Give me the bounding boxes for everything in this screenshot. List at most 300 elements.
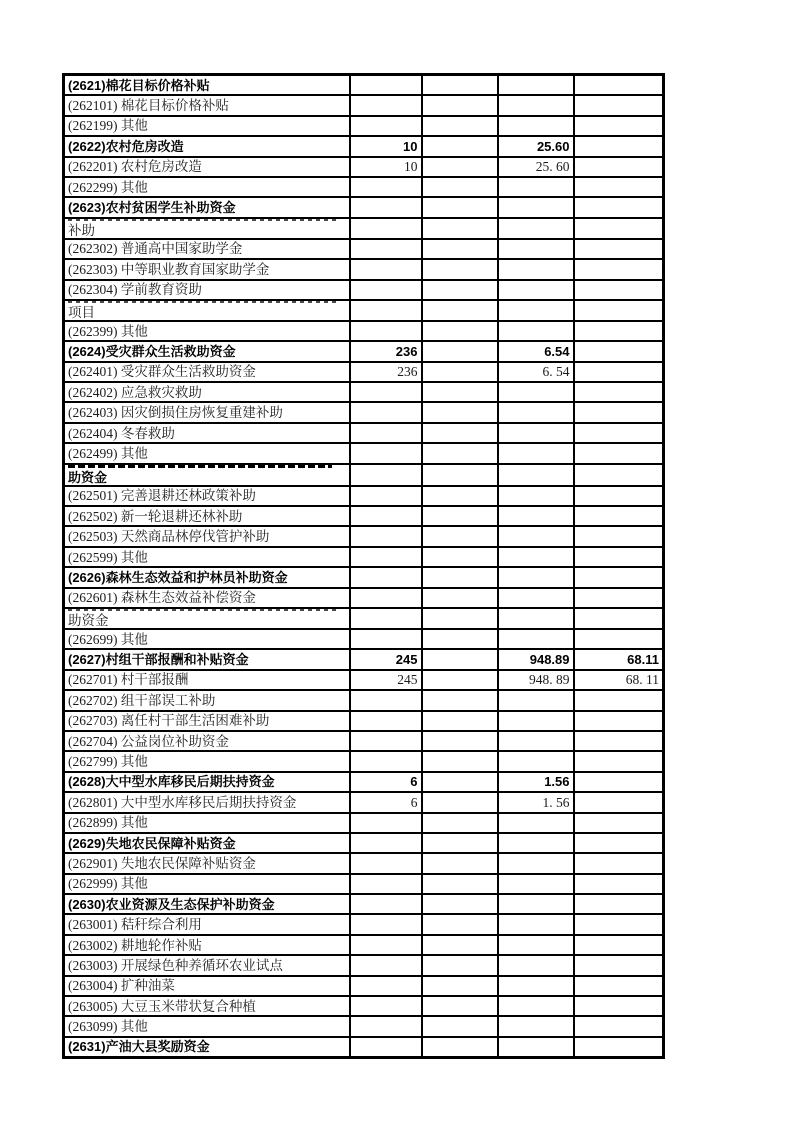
item-cell (64, 751, 350, 771)
value-cell-4 (574, 711, 664, 731)
table-row (64, 976, 664, 996)
value-cell-2 (422, 567, 498, 587)
item-label: (262499) 其他 (68, 445, 148, 461)
value-cell-3 (498, 914, 574, 934)
value-cell-3 (498, 833, 574, 853)
value-cell-1 (350, 506, 422, 526)
value-cell-1 (350, 321, 422, 341)
item-label: (2624)受灾群众生活救助资金 (68, 343, 236, 359)
item-label: 助资金 (68, 469, 108, 485)
value-cell-1 (350, 813, 422, 833)
item-cell (64, 772, 350, 792)
value-cell-4 (574, 874, 664, 894)
value-cell-2 (422, 526, 498, 546)
item-label: (262302) 普通高中国家助学金 (68, 241, 243, 257)
item-label: (263003) 开展绿色种养循环农业试点 (68, 957, 283, 973)
table-row (64, 116, 664, 136)
value-cell-4 (574, 321, 664, 341)
item-cell (64, 813, 350, 833)
value-cell-4 (574, 382, 664, 402)
value-cell-2 (422, 935, 498, 955)
item-cell (64, 506, 350, 526)
value-cell-2 (422, 157, 498, 177)
table-row (64, 423, 664, 443)
item-label: (262801) 大中型水库移民后期扶持资金 (68, 794, 297, 810)
table-row (64, 136, 664, 156)
value-cell-3 (498, 588, 574, 608)
item-label: (262703) 离任村干部生活困难补助 (68, 713, 270, 729)
value-cell-1: 6 (350, 792, 422, 812)
item-label: (2621)棉花目标价格补贴 (68, 77, 210, 93)
item-cell (64, 177, 350, 197)
table-row (64, 197, 664, 217)
value-cell-4 (574, 567, 664, 587)
value-cell-1: 10 (350, 157, 422, 177)
item-label: (262201) 农村危房改造 (68, 159, 202, 175)
value-cell-1 (350, 197, 422, 217)
item-cell (64, 1016, 350, 1036)
value-cell-2 (422, 464, 498, 486)
item-cell (64, 792, 350, 812)
table-row (64, 443, 664, 463)
item-cell (64, 976, 350, 996)
item-cell (64, 833, 350, 853)
value-cell-3 (498, 280, 574, 300)
table-row (64, 649, 664, 669)
value-cell-1: 6 (350, 772, 422, 792)
table-row (64, 608, 664, 629)
value-cell-3 (498, 259, 574, 279)
value-cell-3 (498, 300, 574, 321)
table-row (64, 731, 664, 751)
table-row (64, 341, 664, 361)
item-cell (64, 341, 350, 361)
value-cell-1 (350, 996, 422, 1016)
item-label: (262999) 其他 (68, 876, 148, 892)
item-cell (64, 935, 350, 955)
value-cell-1 (350, 300, 422, 321)
value-cell-1: 236 (350, 362, 422, 382)
value-cell-3 (498, 629, 574, 649)
value-cell-2 (422, 321, 498, 341)
budget-table (62, 73, 665, 1059)
value-cell-1 (350, 629, 422, 649)
value-cell-1 (350, 280, 422, 300)
value-cell-4 (574, 402, 664, 422)
value-cell-4 (574, 935, 664, 955)
value-cell-2 (422, 547, 498, 567)
value-cell-4 (574, 157, 664, 177)
table-row (64, 177, 664, 197)
value-cell-4 (574, 955, 664, 975)
value-cell-1 (350, 218, 422, 239)
table-row (64, 1037, 664, 1058)
value-cell-2 (422, 239, 498, 259)
budget-table-body (64, 75, 664, 1058)
value-cell-4 (574, 75, 664, 96)
table-row (64, 526, 664, 546)
value-cell-2 (422, 813, 498, 833)
table-row (64, 321, 664, 341)
item-label: (262503) 天然商品林停伐管护补助 (68, 529, 270, 545)
value-cell-1 (350, 526, 422, 546)
value-cell-4 (574, 177, 664, 197)
value-cell-3 (498, 197, 574, 217)
value-cell-1 (350, 874, 422, 894)
value-cell-3 (498, 464, 574, 486)
value-cell-3 (498, 423, 574, 443)
value-cell-4 (574, 914, 664, 934)
value-cell-3 (498, 75, 574, 96)
value-cell-1 (350, 711, 422, 731)
item-cell (64, 690, 350, 710)
value-cell-1 (350, 423, 422, 443)
value-cell-3 (498, 486, 574, 506)
item-cell (64, 567, 350, 587)
value-cell-3 (498, 177, 574, 197)
item-label: (262701) 村干部报酬 (68, 672, 189, 688)
value-cell-2 (422, 95, 498, 115)
table-row (64, 914, 664, 934)
item-label: (262599) 其他 (68, 549, 148, 565)
value-cell-2 (422, 976, 498, 996)
value-cell-1 (350, 259, 422, 279)
value-cell-1 (350, 751, 422, 771)
item-cell (64, 1037, 350, 1058)
item-label: 助资金 (68, 612, 109, 628)
value-cell-2 (422, 894, 498, 914)
value-cell-3 (498, 218, 574, 239)
value-cell-4 (574, 731, 664, 751)
value-cell-3 (498, 813, 574, 833)
item-cell (64, 382, 350, 402)
value-cell-3 (498, 731, 574, 751)
table-row (64, 464, 664, 486)
value-cell-4 (574, 239, 664, 259)
item-cell (64, 464, 350, 486)
item-cell (64, 362, 350, 382)
value-cell-2 (422, 629, 498, 649)
item-cell (64, 649, 350, 669)
value-cell-3 (498, 976, 574, 996)
value-cell-3 (498, 935, 574, 955)
item-cell (64, 423, 350, 443)
item-cell (64, 280, 350, 300)
value-cell-2 (422, 197, 498, 217)
table-row (64, 362, 664, 382)
item-label: (262404) 冬春救助 (68, 425, 175, 441)
item-label: (263002) 耕地轮作补贴 (68, 937, 202, 953)
item-label: (263099) 其他 (68, 1019, 148, 1035)
value-cell-2 (422, 955, 498, 975)
table-row (64, 75, 664, 96)
table-row (64, 402, 664, 422)
item-label: (2628)大中型水库移民后期扶持资金 (68, 774, 275, 790)
table-row (64, 157, 664, 177)
value-cell-3 (498, 1037, 574, 1058)
table-row (64, 833, 664, 853)
value-cell-4 (574, 136, 664, 156)
value-cell-2 (422, 300, 498, 321)
clipped-text-fragment (68, 301, 337, 304)
value-cell-3 (498, 95, 574, 115)
item-label: (2626)森林生态效益和护林员补助资金 (68, 569, 288, 585)
value-cell-4 (574, 95, 664, 115)
table-row (64, 813, 664, 833)
value-cell-4 (574, 629, 664, 649)
value-cell-1 (350, 486, 422, 506)
item-cell (64, 914, 350, 934)
value-cell-2 (422, 853, 498, 873)
value-cell-1 (350, 833, 422, 853)
value-cell-2 (422, 402, 498, 422)
value-cell-4 (574, 218, 664, 239)
value-cell-1 (350, 690, 422, 710)
value-cell-4 (574, 116, 664, 136)
value-cell-4 (574, 792, 664, 812)
item-cell (64, 670, 350, 690)
item-label: (262199) 其他 (68, 118, 148, 134)
value-cell-4 (574, 608, 664, 629)
value-cell-3 (498, 996, 574, 1016)
item-cell (64, 608, 350, 629)
value-cell-1 (350, 935, 422, 955)
value-cell-3 (498, 874, 574, 894)
clipped-text-fragment (68, 465, 332, 469)
value-cell-3: 1.56 (498, 772, 574, 792)
value-cell-4 (574, 362, 664, 382)
table-row (64, 751, 664, 771)
value-cell-4 (574, 443, 664, 463)
value-cell-3 (498, 547, 574, 567)
value-cell-3: 1. 56 (498, 792, 574, 812)
value-cell-4 (574, 853, 664, 873)
table-row (64, 588, 664, 608)
clipped-text-fragment (68, 609, 337, 612)
value-cell-2 (422, 75, 498, 96)
value-cell-1 (350, 443, 422, 463)
value-cell-2 (422, 382, 498, 402)
item-label: 项目 (68, 304, 95, 320)
value-cell-2 (422, 116, 498, 136)
value-cell-3 (498, 402, 574, 422)
value-cell-4 (574, 1016, 664, 1036)
value-cell-3 (498, 955, 574, 975)
value-cell-2 (422, 608, 498, 629)
value-cell-1 (350, 382, 422, 402)
value-cell-4 (574, 526, 664, 546)
item-label: (2622)农村危房改造 (68, 138, 184, 154)
item-label: (262899) 其他 (68, 815, 148, 831)
item-label: (262901) 失地农民保障补贴资金 (68, 855, 256, 871)
item-cell (64, 894, 350, 914)
value-cell-3 (498, 690, 574, 710)
table-row (64, 95, 664, 115)
value-cell-1 (350, 955, 422, 975)
value-cell-1 (350, 75, 422, 96)
item-cell (64, 588, 350, 608)
value-cell-3 (498, 526, 574, 546)
value-cell-2 (422, 711, 498, 731)
clipped-text-fragment (68, 219, 337, 222)
value-cell-1 (350, 731, 422, 751)
value-cell-4 (574, 833, 664, 853)
value-cell-2 (422, 914, 498, 934)
value-cell-2 (422, 136, 498, 156)
value-cell-2 (422, 1037, 498, 1058)
item-label: (2629)失地农民保障补贴资金 (68, 835, 236, 851)
item-cell (64, 402, 350, 422)
item-label: (262299) 其他 (68, 179, 148, 195)
item-cell (64, 116, 350, 136)
item-cell (64, 955, 350, 975)
item-label: (262702) 组干部误工补助 (68, 692, 216, 708)
item-label: (2631)产油大县奖励资金 (68, 1039, 210, 1055)
table-row (64, 1016, 664, 1036)
value-cell-1 (350, 239, 422, 259)
value-cell-2 (422, 218, 498, 239)
item-cell (64, 486, 350, 506)
value-cell-3 (498, 567, 574, 587)
table-row (64, 239, 664, 259)
value-cell-1 (350, 567, 422, 587)
value-cell-2 (422, 751, 498, 771)
value-cell-3: 6.54 (498, 341, 574, 361)
value-cell-1 (350, 402, 422, 422)
table-row (64, 506, 664, 526)
item-cell (64, 731, 350, 751)
item-label: (2627)村组干部报酬和补贴资金 (68, 652, 249, 668)
value-cell-1 (350, 853, 422, 873)
value-cell-4 (574, 751, 664, 771)
item-cell (64, 259, 350, 279)
table-row (64, 996, 664, 1016)
value-cell-1: 245 (350, 670, 422, 690)
item-label: (263005) 大豆玉米带状复合种植 (68, 998, 256, 1014)
value-cell-3 (498, 321, 574, 341)
value-cell-4 (574, 813, 664, 833)
value-cell-2 (422, 1016, 498, 1036)
item-label: (262501) 完善退耕还林政策补助 (68, 488, 256, 504)
value-cell-2 (422, 649, 498, 669)
value-cell-2 (422, 772, 498, 792)
value-cell-1 (350, 1016, 422, 1036)
item-cell (64, 711, 350, 731)
value-cell-1: 10 (350, 136, 422, 156)
item-label: (262799) 其他 (68, 754, 148, 770)
value-cell-4 (574, 423, 664, 443)
value-cell-2 (422, 280, 498, 300)
value-cell-3 (498, 116, 574, 136)
item-label: (262601) 森林生态效益补偿资金 (68, 590, 256, 606)
value-cell-2 (422, 506, 498, 526)
value-cell-2 (422, 670, 498, 690)
item-label: (262101) 棉花目标价格补贴 (68, 98, 229, 114)
value-cell-4 (574, 894, 664, 914)
value-cell-2 (422, 588, 498, 608)
value-cell-3 (498, 239, 574, 259)
table-row (64, 567, 664, 587)
value-cell-2 (422, 731, 498, 751)
item-label: (263004) 扩种油菜 (68, 978, 175, 994)
item-label: (262399) 其他 (68, 323, 148, 339)
value-cell-3 (498, 751, 574, 771)
value-cell-2 (422, 833, 498, 853)
value-cell-4 (574, 300, 664, 321)
table-row (64, 547, 664, 567)
value-cell-3 (498, 506, 574, 526)
value-cell-1 (350, 1037, 422, 1058)
item-cell (64, 443, 350, 463)
value-cell-4 (574, 341, 664, 361)
value-cell-3 (498, 443, 574, 463)
item-label: 补助 (68, 222, 95, 238)
item-cell (64, 197, 350, 217)
table-row (64, 670, 664, 690)
value-cell-3: 948. 89 (498, 670, 574, 690)
value-cell-4: 68. 11 (574, 670, 664, 690)
value-cell-1 (350, 976, 422, 996)
table-row (64, 690, 664, 710)
value-cell-2 (422, 177, 498, 197)
value-cell-1 (350, 95, 422, 115)
table-row (64, 874, 664, 894)
value-cell-1 (350, 588, 422, 608)
table-row (64, 486, 664, 506)
value-cell-4 (574, 280, 664, 300)
item-label: (262303) 中等职业教育国家助学金 (68, 261, 270, 277)
item-cell (64, 300, 350, 321)
value-cell-4 (574, 506, 664, 526)
value-cell-4 (574, 464, 664, 486)
value-cell-2 (422, 362, 498, 382)
value-cell-3 (498, 608, 574, 629)
item-cell (64, 218, 350, 239)
table-row (64, 955, 664, 975)
value-cell-4 (574, 588, 664, 608)
value-cell-1 (350, 608, 422, 629)
table-row (64, 280, 664, 300)
value-cell-4 (574, 772, 664, 792)
table-row (64, 629, 664, 649)
value-cell-3: 25. 60 (498, 157, 574, 177)
item-label: (262402) 应急救灾救助 (68, 384, 202, 400)
value-cell-1 (350, 116, 422, 136)
item-cell (64, 95, 350, 115)
value-cell-1 (350, 177, 422, 197)
table-row (64, 772, 664, 792)
value-cell-3 (498, 711, 574, 731)
item-label: (2623)农村贫困学生补助资金 (68, 200, 236, 216)
value-cell-1 (350, 464, 422, 486)
value-cell-4 (574, 486, 664, 506)
value-cell-3 (498, 382, 574, 402)
item-label: (263001) 秸秆综合利用 (68, 917, 202, 933)
value-cell-4 (574, 547, 664, 567)
table-row (64, 711, 664, 731)
value-cell-2 (422, 443, 498, 463)
item-cell (64, 996, 350, 1016)
value-cell-3 (498, 853, 574, 873)
value-cell-4 (574, 690, 664, 710)
item-label: (2630)农业资源及生态保护补助资金 (68, 896, 275, 912)
table-row (64, 259, 664, 279)
item-cell (64, 629, 350, 649)
value-cell-1 (350, 894, 422, 914)
value-cell-1 (350, 914, 422, 934)
value-cell-1: 245 (350, 649, 422, 669)
value-cell-2 (422, 486, 498, 506)
